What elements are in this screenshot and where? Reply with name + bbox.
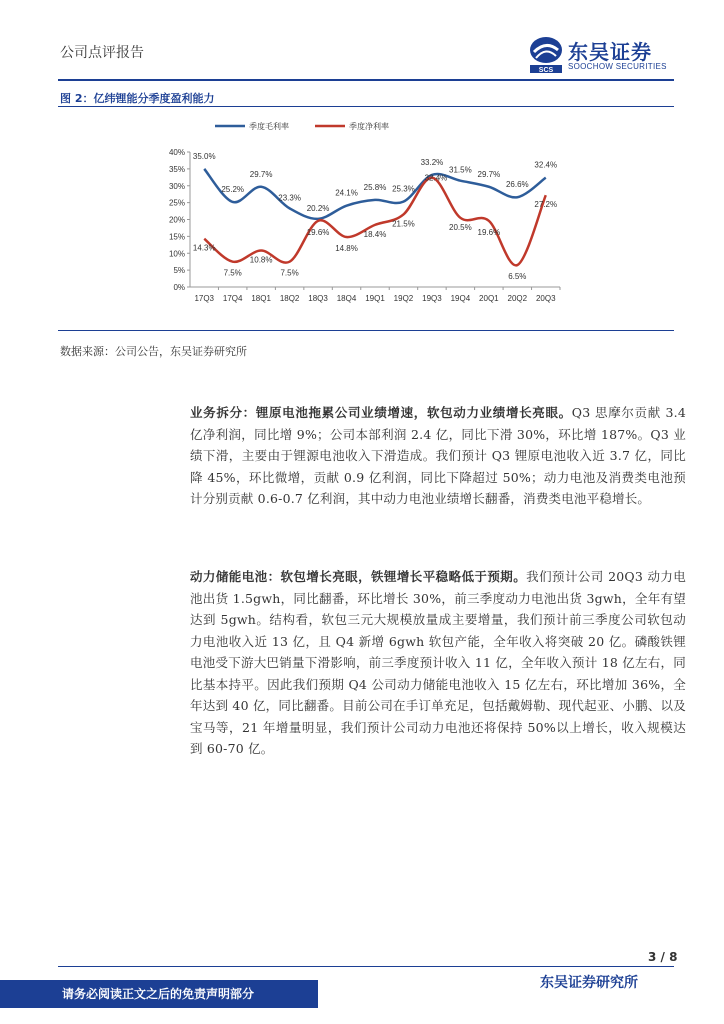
x-tick-label: 20Q2 xyxy=(507,294,528,303)
data-label: 29.7% xyxy=(477,169,501,179)
paragraph-lead: 业务拆分：锂原电池拖累公司业绩增速，软包动力业绩增长亮眼。 xyxy=(190,405,572,420)
y-tick-label: 0% xyxy=(173,283,185,292)
data-label: 18.4% xyxy=(363,229,387,239)
footer-org: 东吴证券研究所 xyxy=(540,975,638,991)
x-tick-label: 18Q2 xyxy=(279,294,300,303)
data-label: 23.3% xyxy=(278,193,301,203)
y-tick-label: 40% xyxy=(168,148,185,157)
y-tick-label: 15% xyxy=(168,232,185,242)
data-label: 24.1% xyxy=(335,188,358,198)
logo-mark-text: SCS xyxy=(538,67,554,74)
paragraph-power-storage xyxy=(190,566,686,760)
data-label: 20.2% xyxy=(306,203,330,213)
data-label: 25.3% xyxy=(392,184,415,194)
y-tick-label: 5% xyxy=(173,266,185,276)
disclaimer-text: 请务必阅读正文之后的免责声明部分 xyxy=(62,987,255,1001)
x-tick-label: 20Q3 xyxy=(535,294,556,303)
y-tick-label: 10% xyxy=(168,249,185,259)
x-tick-label: 18Q3 xyxy=(308,294,328,303)
figure-caption: 图 2：亿纬锂能分季度盈利能力 xyxy=(60,92,215,105)
y-tick-label: 25% xyxy=(168,198,185,208)
report-type: 公司点评报告 xyxy=(60,45,144,61)
data-label: 14.8% xyxy=(335,244,358,254)
data-label: 10.8% xyxy=(249,255,273,265)
data-label: 25.8% xyxy=(363,182,387,192)
data-label: 21.5% xyxy=(392,219,415,229)
data-label: 6.5% xyxy=(508,272,527,282)
data-label: 19.6% xyxy=(306,227,330,237)
margin-chart xyxy=(155,112,575,312)
y-tick-label: 30% xyxy=(168,181,185,191)
legend-label: 季度净利率 xyxy=(349,122,389,131)
data-label: 7.5% xyxy=(223,268,242,278)
x-tick-label: 17Q4 xyxy=(222,294,243,303)
x-tick-label: 19Q1 xyxy=(365,294,385,303)
brand-name: 东吴证券 xyxy=(568,40,652,64)
x-tick-label: 20Q1 xyxy=(479,294,499,303)
data-label: 7.5% xyxy=(280,268,299,278)
brand-name-en: SOOCHOW SECURITIES xyxy=(568,62,667,71)
x-tick-label: 17Q3 xyxy=(194,294,215,303)
x-tick-label: 19Q3 xyxy=(422,294,442,303)
data-label: 19.6% xyxy=(477,227,501,237)
legend-label: 季度毛利率 xyxy=(249,122,289,131)
figure-divider-bottom xyxy=(58,330,674,331)
data-label: 26.6% xyxy=(505,180,529,190)
brand-logo xyxy=(528,36,678,76)
data-label: 14.3% xyxy=(192,243,216,253)
page-number: 3 / 8 xyxy=(648,950,678,964)
paragraph-lead: 动力储能电池：软包增长亮眼，铁锂增长平稳略低于预期。 xyxy=(190,569,527,584)
x-tick-label: 18Q1 xyxy=(251,294,271,303)
data-label: 32.4% xyxy=(534,160,558,170)
figure-source: 数据来源：公司公告，东吴证券研究所 xyxy=(60,345,247,358)
data-label: 20.5% xyxy=(449,222,472,232)
margin-chart-svg xyxy=(155,112,575,312)
data-label: 33.2% xyxy=(420,157,444,167)
figure-divider-top xyxy=(58,106,674,107)
data-label: 25.2% xyxy=(221,184,245,194)
footer-divider xyxy=(58,966,674,967)
data-label: 27.2% xyxy=(534,200,558,210)
x-tick-label: 19Q4 xyxy=(450,294,471,303)
paragraph-text: Q3 思摩尔贡献 3.4 亿净利润，同比增 9%；公司本部利润 2.4 亿，同比下滑 30%，环比增 187%。Q3 业绩下滑，主要由于锂源电池收入下滑造成。我们预计 Q3 锂原电池收入近 3.7 亿，同比降 45%，环比微增，贡献 0.9 亿利润，同比下降超过 50%；动力电池及消费类电池预计分别贡献 0.6-0.7 亿利润，其中动力电池业绩增长翻番，消费类电池平稳增长。 xyxy=(190,405,686,506)
y-tick-label: 20% xyxy=(168,215,185,225)
data-label: 29.7% xyxy=(249,169,273,179)
y-tick-label: 35% xyxy=(168,164,185,174)
data-label: 35.0% xyxy=(192,151,216,161)
header-divider xyxy=(58,79,674,81)
logo-mark-icon xyxy=(528,36,564,74)
data-label: 32.4% xyxy=(424,173,448,183)
x-tick-label: 18Q4 xyxy=(336,294,357,303)
x-tick-label: 19Q2 xyxy=(393,294,414,303)
paragraph-business-split xyxy=(190,402,686,510)
data-label: 31.5% xyxy=(449,165,472,175)
paragraph-text: 我们预计公司 20Q3 动力电池出货 1.5gwh，同比翻番，环比增长 30%，前三季度动力电池出货 3gwh，全年有望达到 5gwh。结构看，软包三元大规模放量成主要增量，我们预计前三季度公司软包动力电池收入近 13 亿，且 Q4 新增 6gwh 软包产能，全年收入将突破 20 亿。磷酸铁锂电池受下游大巴销量下滑影响，前三季度预计收入 11 亿，全年收入预计 18 亿左右，同比基本持平。因此我们预期 Q4 公司动力储能电池收入 15 亿左右，环比增加 36%，全年达到 40 亿，同比翻番。目前公司在手订单充足，包括戴姆勒、现代起亚、小鹏、以及宝马等，21 年增量明显，我们预计公司动力电池还将保持 50%以上增长，收入规模达到 60-70 亿。 xyxy=(190,569,686,756)
